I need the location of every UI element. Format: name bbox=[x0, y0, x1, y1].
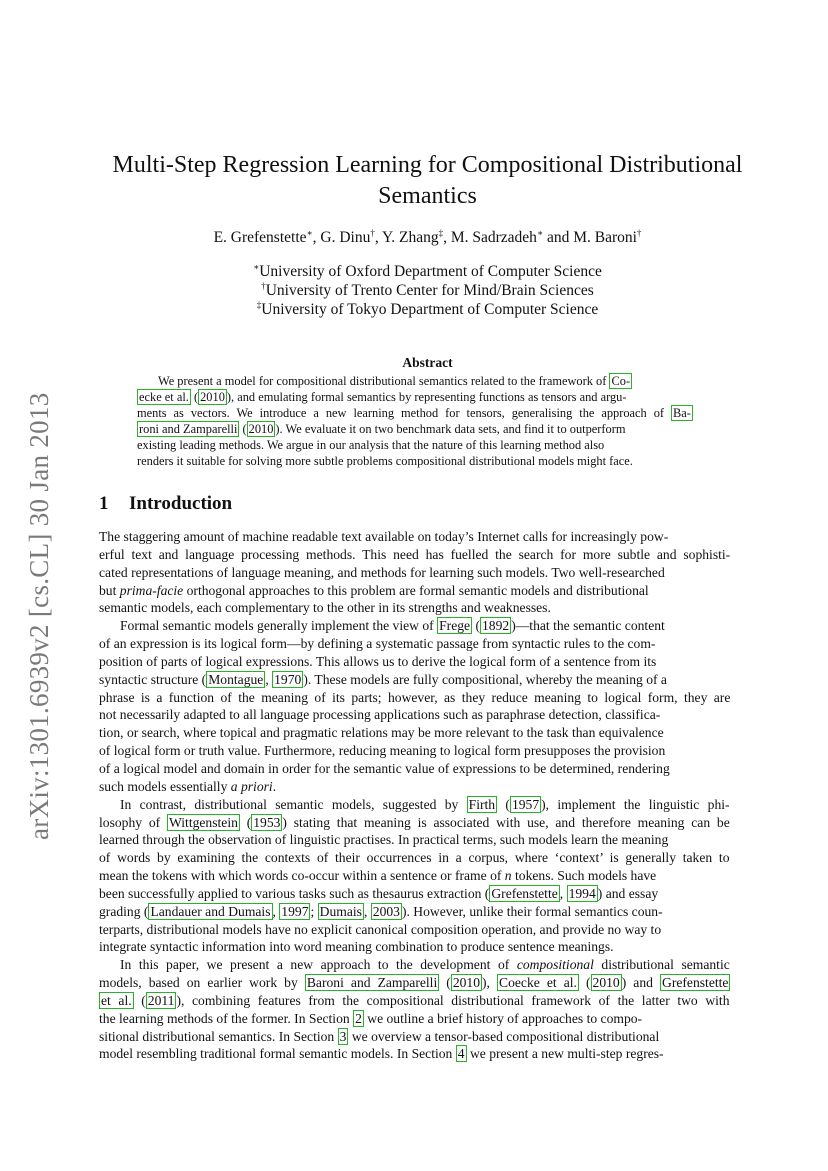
text-line: terparts, distributional models have no explicit canonical composition operation, and provide no way to bbox=[99, 921, 662, 937]
citation-link[interactable]: ecke et al. bbox=[139, 390, 189, 404]
title-line: Multi-Step Regression Learning for Compositional Distributional bbox=[112, 152, 743, 178]
author-name: M. Sadrzadeh bbox=[450, 229, 537, 246]
citation-link[interactable]: 2010 bbox=[248, 422, 274, 436]
affiliation-text: University of Tokyo Department of Computer Science bbox=[261, 301, 599, 318]
text-line: semantic models, each complementary to the other in its strengths and weaknesses. bbox=[99, 600, 551, 616]
text-line: sitional distributional semantics. In Section 3 we overview a tensor-based compositional distributional bbox=[99, 1028, 660, 1044]
citation-link[interactable]: 2010 bbox=[592, 975, 620, 991]
citation-link[interactable]: 1957 bbox=[511, 796, 540, 812]
abstract-line: We present a model for compositional distributional semantics related to the framework of Co- bbox=[158, 374, 631, 388]
italic-text: a priori bbox=[230, 778, 273, 794]
citation-link[interactable]: Wittgenstein bbox=[168, 814, 238, 830]
text-line: phrase is a function of the meaning of its parts; however, as they reduce meaning to logical form, they are bbox=[99, 689, 731, 705]
abstract-line: existing leading methods. We argue in our analysis that the nature of this learning method also bbox=[137, 438, 605, 452]
text-line: not necessarily adapted to all language processing applications such as paraphrase detection, classifica- bbox=[99, 707, 661, 723]
citation-link[interactable]: 1994 bbox=[568, 885, 596, 901]
abstract-line: ecke et al. ( 2010 ), and emulating formal semantics by representing functions as tensors and argu- bbox=[139, 390, 627, 404]
citation-link[interactable]: Grefenstette bbox=[662, 975, 729, 991]
author-name: Y. Zhang bbox=[382, 229, 439, 246]
section-heading bbox=[99, 493, 232, 515]
text-line: mean the tokens with which words co-occur within a sentence or frame of n tokens. Such models have bbox=[99, 868, 657, 884]
citation-link[interactable]: Firth bbox=[468, 796, 496, 812]
citation-link[interactable]: Montague bbox=[208, 671, 264, 687]
title-line: Semantics bbox=[378, 183, 477, 209]
citation-link[interactable]: et al. bbox=[101, 992, 132, 1008]
italic-text: prima-facie bbox=[119, 582, 184, 598]
text-line: The staggering amount of machine readable text available on today’s Internet calls for increasingly pow- bbox=[99, 529, 669, 544]
citation-link[interactable]: 2010 bbox=[452, 975, 481, 991]
affiliation-mark: ∗ bbox=[253, 261, 260, 272]
citation-link[interactable]: 1997 bbox=[281, 903, 309, 919]
abstract-heading: Abstract bbox=[402, 355, 453, 370]
text-line: but prima-facie orthogonal approaches to this problem are formal semantic models and distributional bbox=[99, 582, 649, 598]
citation-link[interactable]: 4 bbox=[457, 1046, 465, 1062]
citation-link[interactable]: Frege bbox=[439, 618, 471, 634]
section-number: 1 bbox=[99, 493, 109, 514]
text-line: of a logical model and domain in order for the semantic value of expressions to be determined, rendering bbox=[99, 760, 670, 776]
body-text bbox=[99, 528, 730, 1063]
text-line: In contrast, distributional semantic models, suggested by Firth ( 1957 ), implement the linguistic phi- bbox=[120, 796, 730, 812]
abstract-body bbox=[137, 373, 693, 469]
citation-link[interactable]: roni and Zamparelli bbox=[139, 422, 238, 436]
abstract-line: ments as vectors. We introduce a new learning method for tensors, generalising the approach of Ba- bbox=[137, 406, 691, 420]
affiliation bbox=[95, 300, 760, 319]
text-line: model resembling traditional formal semantic models. In Section 4 we present a new multi-step regres- bbox=[99, 1046, 664, 1062]
author-name: M. Baroni bbox=[573, 229, 637, 246]
affiliation-mark: ∗ bbox=[536, 227, 544, 238]
section-title: Introduction bbox=[129, 493, 233, 514]
author-list: E. Grefenstette∗, G. Dinu†, Y. Zhang‡, M. Sadrzadeh∗ and M. Baroni† bbox=[213, 227, 642, 246]
citation-link[interactable]: Grefenstette bbox=[491, 885, 558, 901]
affiliation-text: University of Oxford Department of Computer Science bbox=[259, 263, 602, 280]
text-line: of logical form or truth value. Furthermore, reducing meaning to logical form presupposes the provision bbox=[99, 743, 666, 759]
affiliation-list bbox=[95, 262, 760, 319]
affiliation-mark: ∗ bbox=[306, 227, 313, 238]
text-line: models, based on earlier work by Baroni and Zamparelli ( 2010 ), Coecke et al. ( 2010 ) and Grefenstette bbox=[99, 975, 729, 991]
text-line: integrate syntactic information into word meaning combination to produce sentence meanings. bbox=[99, 939, 614, 955]
citation-link[interactable]: 1892 bbox=[482, 618, 510, 634]
italic-text: n bbox=[504, 868, 512, 884]
text-line: syntactic structure ( Montague , 1970 ). These models are fully compositional, whereby the meaning of a bbox=[99, 671, 667, 687]
text-line: grading ( Landauer and Dumais , 1997 ; Dumais , 2003 ). However, unlike their formal semantics coun- bbox=[99, 903, 663, 919]
affiliation-mark: † bbox=[261, 280, 266, 291]
citation-link[interactable]: Landauer and Dumais bbox=[150, 903, 271, 919]
text-line: tion, or search, where topical and pragmatic relations may be more relevant to the task than equivalence bbox=[99, 725, 664, 741]
affiliation-mark: ‡ bbox=[438, 227, 444, 238]
affiliation-mark: ‡ bbox=[256, 299, 262, 310]
citation-link[interactable]: 2 bbox=[355, 1010, 362, 1026]
citation-link[interactable]: 3 bbox=[339, 1028, 347, 1044]
citation-link[interactable]: Baroni and Zamparelli bbox=[306, 975, 438, 991]
citation-link[interactable]: 1970 bbox=[274, 671, 302, 687]
citation-link[interactable]: Ba- bbox=[673, 406, 691, 420]
italic-text: compositional bbox=[516, 957, 594, 973]
text-line: position of parts of logical expressions. This allows us to derive the logical form of a sentence from its bbox=[99, 653, 657, 669]
arxiv-stamp: arXiv:1301.6939v2 [cs.CL] 30 Jan 2013 bbox=[24, 392, 54, 840]
affiliation-mark: † bbox=[370, 227, 375, 238]
paper-title bbox=[95, 150, 760, 212]
text-line: In this paper, we present a new approach to the development of compositional distributional semantic bbox=[120, 957, 730, 973]
text-line: erful text and language processing methods. This need has fuelled the search for more subtle and sophisti- bbox=[99, 546, 731, 562]
citation-link[interactable]: 2003 bbox=[372, 903, 400, 919]
text-line: cated representations of language meaning, and methods for learning such models. Two well-researched bbox=[99, 564, 665, 580]
text-line: of words by examining the contexts of their occurrences in a corpus, where ‘context’ is generally taken to bbox=[99, 850, 730, 866]
text-line: et al. ( 2011 ), combining features from the compositional distributional framework of the latter two with bbox=[101, 992, 730, 1008]
text-line: of an expression is its logical form—by defining a systematic passage from syntactic rules to the com- bbox=[99, 636, 656, 652]
citation-link[interactable]: 1953 bbox=[253, 814, 281, 830]
abstract-line: renders it suitable for solving more subtle problems compositional distributional models might face. bbox=[137, 454, 633, 468]
text-line: losophy of Wittgenstein ( 1953 ) stating that meaning is associated with use, and therefore meaning can be bbox=[99, 814, 730, 830]
affiliation bbox=[95, 281, 760, 300]
citation-link[interactable]: 2010 bbox=[200, 390, 225, 404]
text-line: been successfully applied to various tasks such as thesaurus extraction ( Grefenstette , 1994 ) and essay bbox=[99, 885, 659, 901]
citation-link[interactable]: Co- bbox=[611, 374, 631, 388]
abstract-line: roni and Zamparelli ( 2010 ). We evaluate it on two benchmark data sets, and find it to outperform bbox=[139, 422, 626, 436]
affiliation-text: University of Trento Center for Mind/Brain Sciences bbox=[265, 282, 594, 299]
text-line: learned through the observation of linguistic practises. In practical terms, such models learn the meaning bbox=[99, 832, 669, 848]
author-name: E. Grefenstette bbox=[213, 229, 307, 246]
citation-link[interactable]: Coecke et al. bbox=[499, 975, 577, 991]
affiliation-mark: † bbox=[636, 227, 642, 238]
affiliation bbox=[95, 262, 760, 281]
author-name: G. Dinu bbox=[320, 229, 371, 246]
citation-link[interactable]: Dumais bbox=[319, 903, 362, 919]
citation-link[interactable]: 2011 bbox=[147, 992, 175, 1008]
text-line: Formal semantic models generally implement the view of Frege ( 1892 )—that the semantic content bbox=[120, 618, 665, 634]
text-line: such models essentially a priori. bbox=[99, 778, 277, 794]
text-line: the learning methods of the former. In Section 2 we outline a brief history of approaches to compo- bbox=[99, 1010, 643, 1026]
